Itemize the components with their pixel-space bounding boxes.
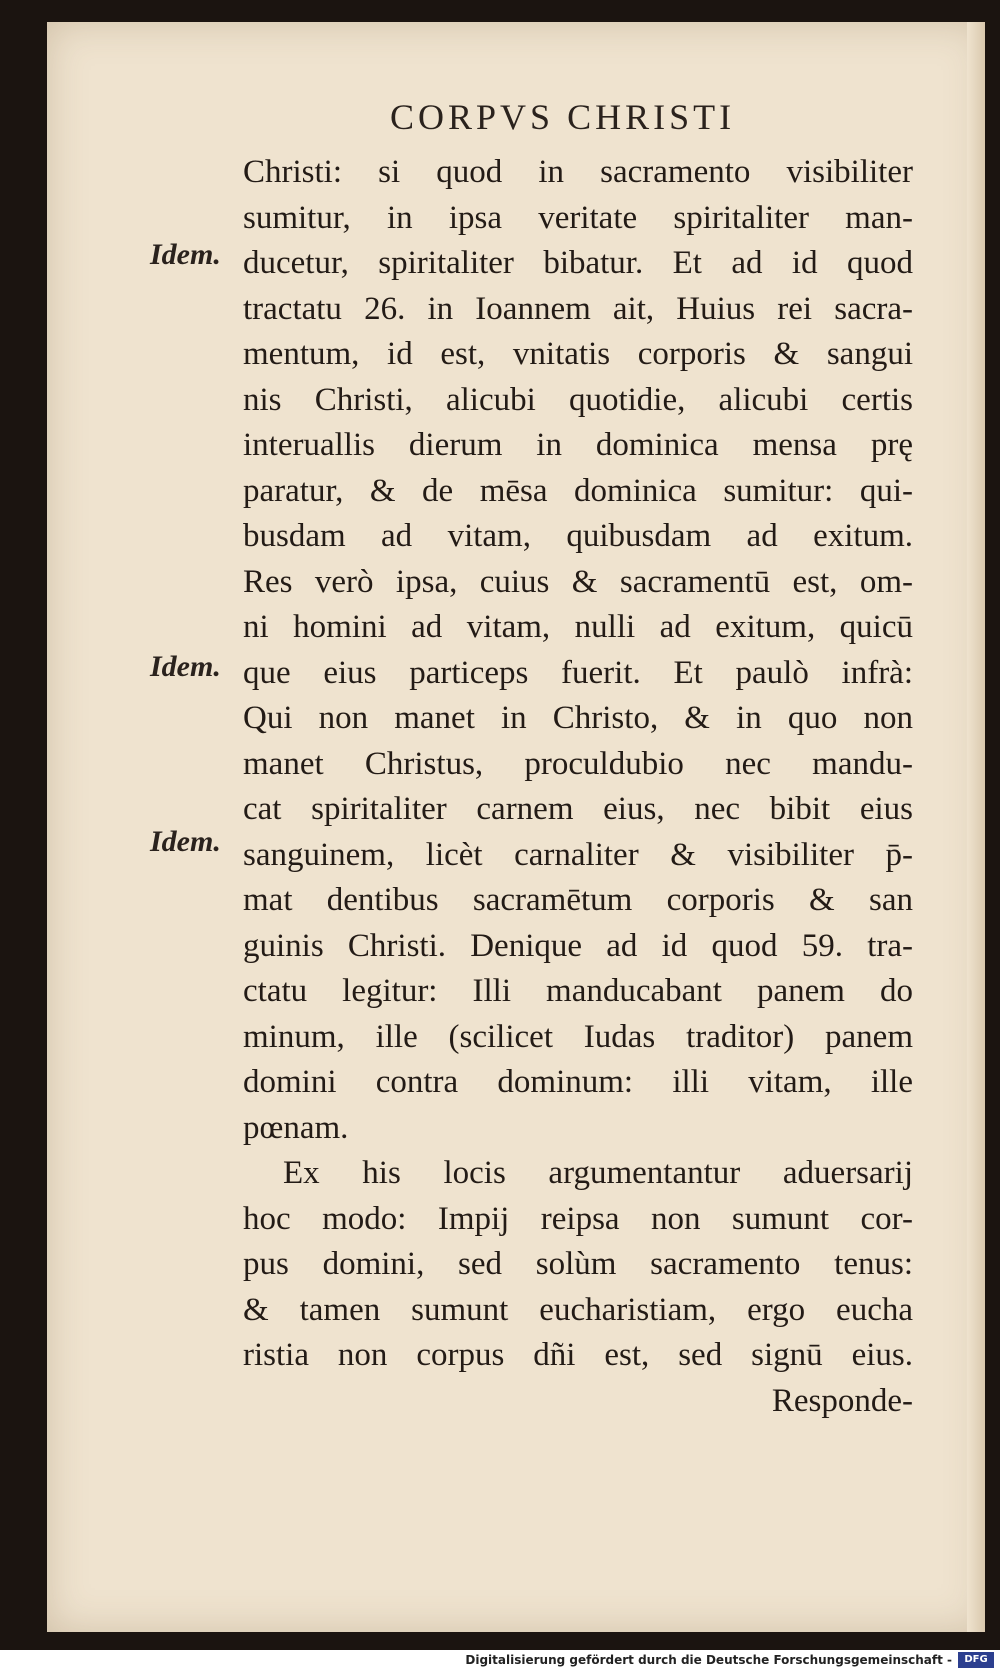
dfg-logo: DFG: [958, 1652, 994, 1668]
text-line: mentum, id est, vnitatis corporis & sangui: [243, 336, 913, 372]
text-line: sanguinem, licèt carnaliter & visibiliter p̄-: [243, 836, 913, 873]
text-line: tractatu 26. in Ioannem ait, Huius rei sacra-: [243, 290, 913, 327]
text-line: mat dentibus sacramētum corporis & san: [243, 882, 913, 918]
margin-note-idem-2: Idem.: [150, 650, 221, 683]
text-line: ctatu legitur: Illi manducabant panem do: [243, 973, 913, 1009]
text-line: sumitur, in ipsa veritate spiritaliter man-: [243, 199, 913, 236]
text-line: cat spiritaliter carnem eius, nec bibit eius: [243, 791, 913, 827]
margin-note-idem-1: Idem.: [150, 238, 221, 271]
text-line: paratur, & de mēsa dominica sumitur: qui-: [243, 472, 913, 509]
text-line: nis Christi, alicubi quotidie, alicubi certis: [243, 381, 913, 418]
text-line: ristia non corpus dñi est, sed signū eius.: [243, 1337, 913, 1373]
text-line: minum, ille (scilicet Iudas traditor) panem: [243, 1018, 913, 1055]
catchword: Responde-: [771, 1382, 913, 1419]
margin-note-idem-3: Idem.: [150, 825, 221, 858]
body-text: [243, 150, 913, 1424]
digitization-credit: Digitalisierung gefördert durch die Deutsche Forschungsgemeinschaft -: [465, 1653, 952, 1667]
text-line: hoc modo: Impij reipsa non sumunt cor-: [243, 1200, 913, 1237]
text-line: domini contra dominum: illi vitam, ille: [243, 1064, 913, 1100]
text-line: interuallis dierum in dominica mensa prę: [243, 427, 913, 463]
text-line: ducetur, spiritaliter bibatur. Et ad id quod: [243, 245, 913, 281]
text-line: Qui non manet in Christo, & in quo non: [243, 700, 913, 736]
running-head: CORPVS CHRISTI: [390, 97, 736, 137]
text-line: ni homini ad vitam, nulli ad exitum, quicū: [243, 609, 913, 645]
text-line: busdam ad vitam, quibusdam ad exitum.: [243, 518, 913, 554]
text-line: pus domini, sed solùm sacramento tenus:: [243, 1246, 913, 1282]
text-line: que eius particeps fuerit. Et paulò infrà:: [243, 654, 913, 691]
text-line: guinis Christi. Denique ad id quod 59. tra-: [243, 927, 913, 964]
footer-bar: [0, 1650, 1000, 1673]
text-line: & tamen sumunt eucharistiam, ergo eucha: [243, 1291, 913, 1328]
text-line: pœnam.: [243, 1109, 349, 1146]
text-line: Christi: si quod in sacramento visibiliter: [243, 154, 913, 190]
page-edge-shadow: [967, 22, 985, 1632]
text-line: Res verò ipsa, cuius & sacramentū est, om-: [243, 563, 913, 600]
text-line: manet Christus, proculdubio nec mandu-: [243, 745, 913, 782]
text-line: Ex his locis argumentantur aduersarij: [283, 1155, 913, 1191]
